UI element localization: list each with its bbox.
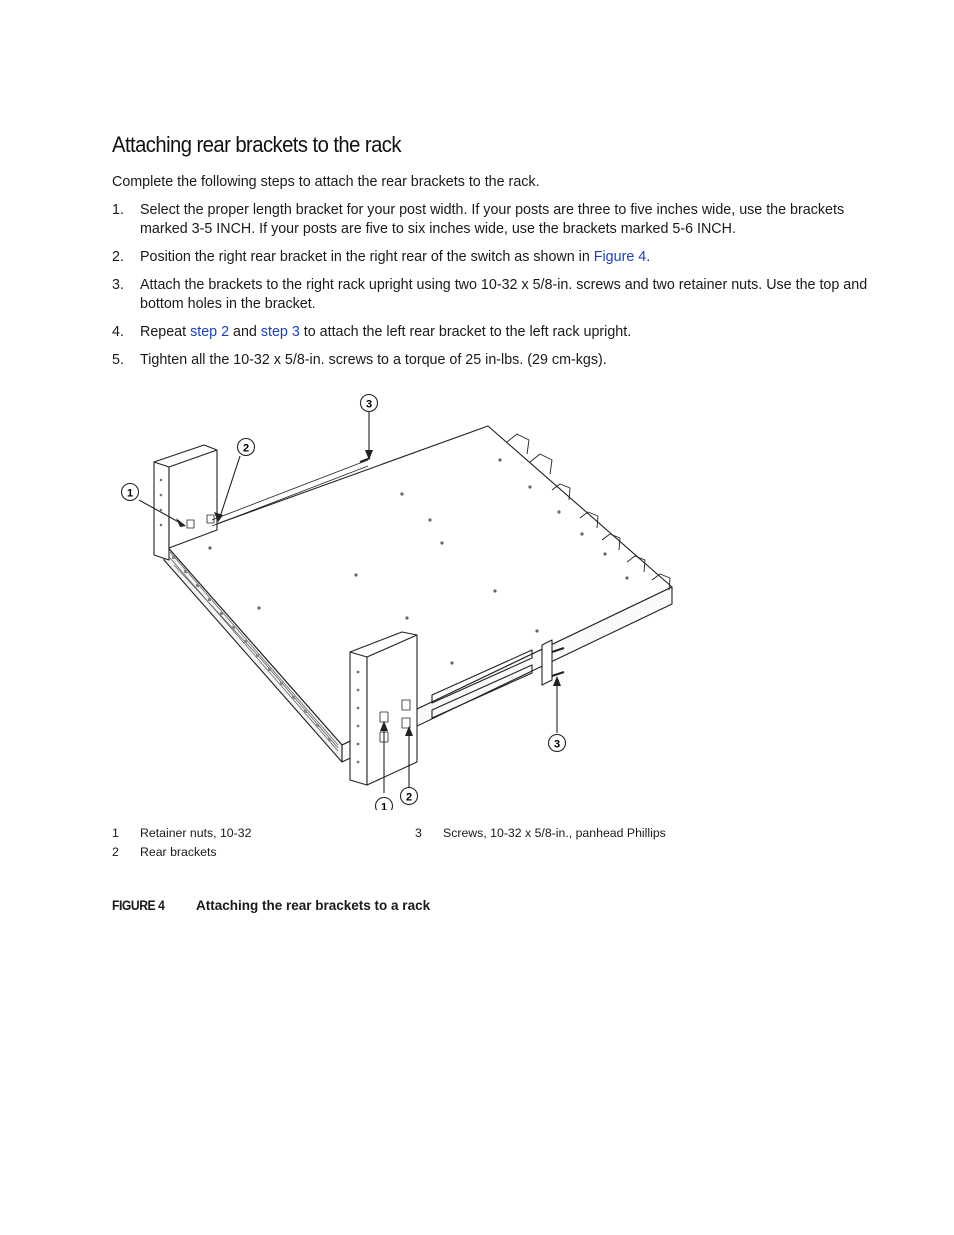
legend-number: 2: [112, 845, 119, 859]
legend-number: 1: [112, 826, 119, 840]
rear-bracket-illustration: [112, 390, 712, 810]
figure-4-link[interactable]: Figure 4: [593, 249, 647, 265]
legend-item-3: [415, 826, 666, 840]
steps-list: [112, 201, 872, 379]
callout-label: 3: [365, 398, 373, 411]
legend-text: Screws, 10-32 x 5/8-in., panhead Phillips: [443, 826, 666, 840]
step-text: Repeat: [140, 324, 191, 340]
callout-2-top: [238, 439, 255, 456]
step-text-mid: and: [229, 324, 261, 340]
callout-2-bottom: [401, 788, 418, 805]
legend-item-1: [112, 826, 251, 840]
legend-text: Retainer nuts, 10-32: [140, 826, 252, 840]
legend-text: Rear brackets: [140, 845, 217, 859]
step-3-link[interactable]: step 3: [260, 324, 300, 340]
step-text-end: .: [646, 249, 651, 265]
step-3: [112, 276, 872, 314]
step-text-end: to attach the left rear bracket to the left rack upright.: [299, 324, 632, 340]
legend-number: 3: [415, 826, 422, 840]
step-2: [112, 248, 872, 267]
figure-caption: [112, 898, 430, 913]
step-5: [112, 351, 872, 370]
callout-3-top: [361, 395, 378, 412]
step-text: Select the proper length bracket for your post width. If your posts are three to five inches wide, use the brackets marked 3-5 INCH. If your posts are five to six inches wide, use the brackets marked 5-6 INCH.: [140, 202, 845, 237]
step-number: 3.: [112, 277, 124, 293]
figure-label: FIGURE 4: [112, 898, 165, 913]
step-number: 5.: [112, 352, 124, 368]
callout-label: 2: [405, 791, 413, 804]
section-title: Attaching rear brackets to the rack: [112, 132, 401, 157]
step-number: 4.: [112, 324, 124, 340]
step-text: Position the right rear bracket in the right rear of the switch as shown in: [140, 249, 594, 265]
callout-label: 2: [242, 442, 250, 455]
legend-item-2: [112, 845, 217, 859]
step-1: [112, 201, 872, 239]
callout-3-bottom: [549, 735, 566, 752]
step-text: Attach the brackets to the right rack upright using two 10-32 x 5/8-in. screws and two retainer nuts. Use the top and bottom holes in the bracket.: [140, 277, 868, 312]
callout-label: 3: [553, 738, 561, 751]
intro-paragraph: Complete the following steps to attach the rear brackets to the rack.: [112, 174, 540, 190]
callout-label: 1: [126, 487, 134, 500]
callout-1-bottom: [376, 798, 393, 811]
step-text: Tighten all the 10-32 x 5/8-in. screws to a torque of 25 in-lbs. (29 cm-kgs).: [140, 352, 607, 368]
callout-1-top: [122, 484, 139, 501]
step-number: 2.: [112, 249, 124, 265]
figure-caption-text: Attaching the rear brackets to a rack: [196, 898, 431, 913]
step-2-link[interactable]: step 2: [190, 324, 230, 340]
step-number: 1.: [112, 202, 124, 218]
callout-label: 1: [380, 801, 388, 810]
step-4: [112, 323, 872, 342]
